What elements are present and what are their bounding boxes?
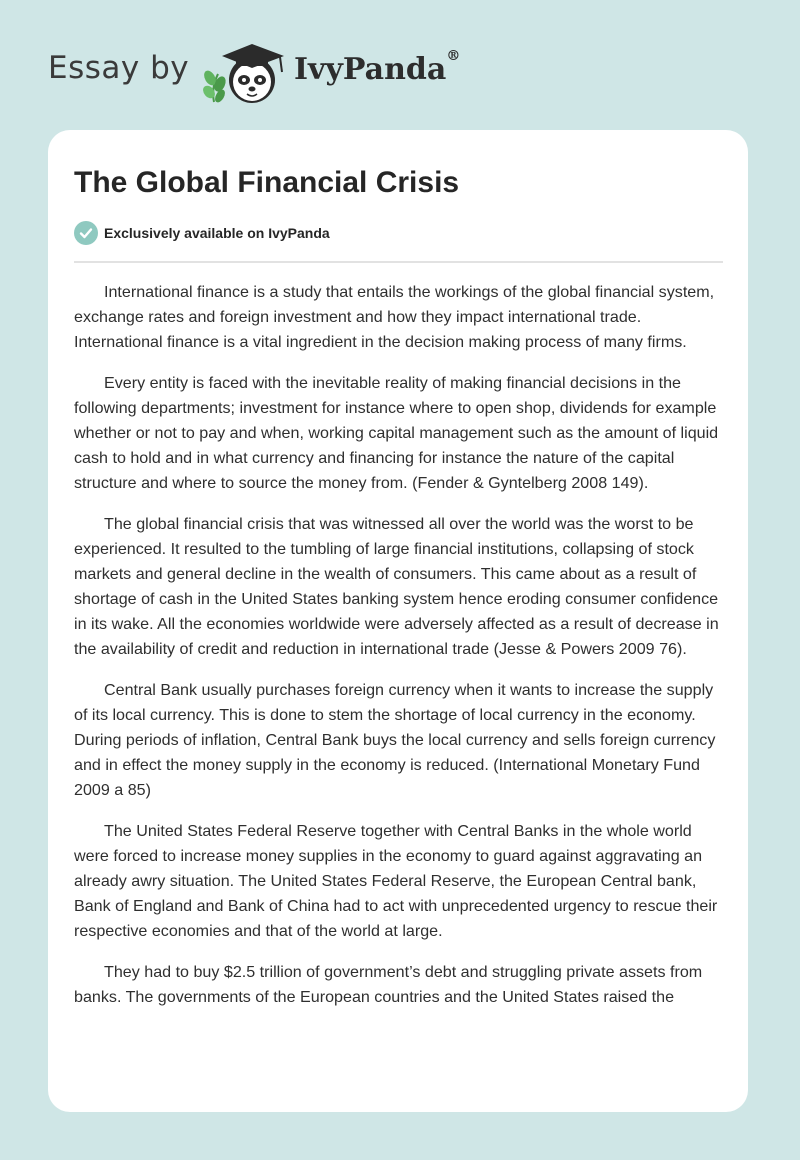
leaf-icon: [201, 69, 228, 104]
paragraph: Central Bank usually purchases foreign currency when it wants to increase the supply of its local currency. This is done to stem the shortage of local currency in the economy. During periods of inflation, Central Bank buys the local currency and sells foreign currency and in effect the money supply in the economy is reduced. (International Monetary Fund 2009 a 85): [74, 681, 716, 799]
paragraph: Every entity is faced with the inevitable reality of making financial decisions in the following departments; investment for instance where to open shop, dividends for example whether or not to pay and when, working capital management such as the amount of liquid cash to hold and in what currency and financing for instance the nature of the capital structure and where to source the money from. (Fender & Gyntelberg 2008 149).: [74, 374, 719, 492]
essay-body: [74, 280, 725, 1026]
brand-name[interactable]: IvyPanda®: [294, 48, 461, 87]
essay-card: [48, 130, 748, 1112]
check-circle-icon: [74, 221, 98, 245]
page-title: The Global Financial Crisis: [74, 166, 460, 199]
site-header: [0, 0, 800, 120]
essay-by-label: Essay by: [48, 50, 190, 86]
exclusive-badge: [74, 221, 330, 245]
paragraph: The global financial crisis that was witnessed all over the world was the worst to be experienced. It resulted to the tumbling of large financial institutions, collapsing of stock markets and general decline in the wealth of consumers. This came about as a result of shortage of cash in the United States banking system hence eroding consumer confidence in its wake. All the economies worldwide were adversely affected as a result of decrease in the availability of credit and reduction in international trade (Jesse & Powers 2009 76).: [74, 515, 719, 658]
exclusive-badge-label: Exclusively available on IvyPanda: [104, 225, 330, 241]
paragraph: The United States Federal Reserve together with Central Banks in the whole world were forced to increase money supplies in the economy to guard against aggravating an already awry situation. The United States Federal Reserve, the European Central bank, Bank of England and Bank of China had to act with unprecedented urgency to rescue their respective economies and that of the world at large.: [74, 822, 718, 940]
panda-logo-icon[interactable]: [200, 36, 292, 108]
paragraph: They had to buy $2.5 trillion of government’s debt and struggling private assets from banks. The governments of the European countries and the United States raised the: [74, 963, 703, 1006]
divider: [74, 261, 723, 263]
paragraph: International finance is a study that entails the workings of the global financial system, exchange rates and foreign investment and how they impact international trade. International finance is a vital ingredient in the decision making process of many firms.: [74, 283, 715, 351]
